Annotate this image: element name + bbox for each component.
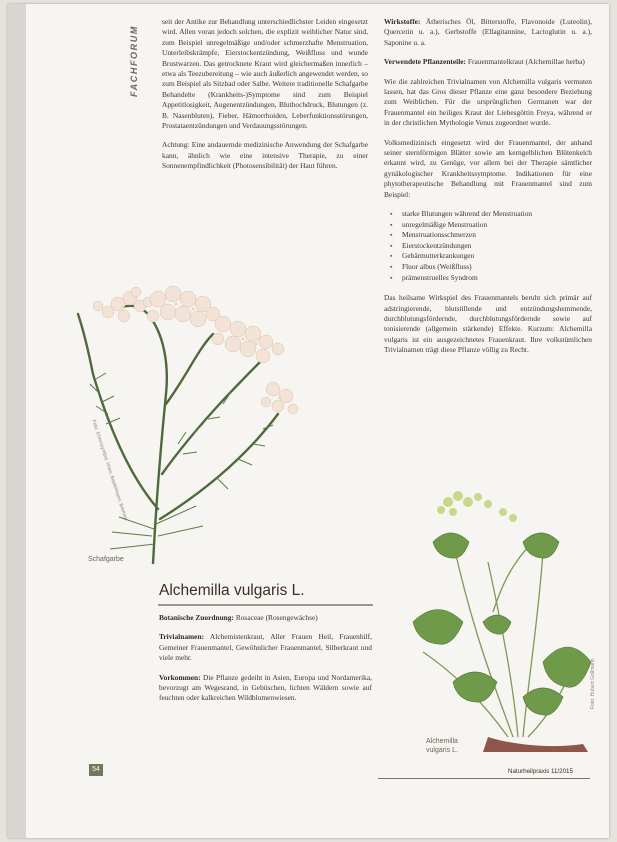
species-title-rule xyxy=(158,604,373,606)
photo-credit-right: Foto: Hubert Gollmann xyxy=(590,658,596,709)
section-tag xyxy=(128,18,154,108)
zuordnung-label: Botanische Zuordnung: xyxy=(159,613,234,622)
footer-publication: Naturheilpraxis 11/2015 xyxy=(508,768,573,775)
list-item: ▪ unregelmäßige Menstruation xyxy=(402,220,592,231)
footer-rule xyxy=(378,778,590,779)
list-item: ▪ prämenstruelles Syndrom xyxy=(402,273,592,284)
paragraph: seit der Antike zur Behandlung unterschiedlichster Leiden eingesetzt wird. Allen voran jedoch solchen, die explizit weiblicher Natur sind, zum Beispiel unregelmäßige und/oder schmerzhafte Menstruation, Unterleibskrämpfe, Eierstockentzündung, Weißfluss und wunde Brustwarzen. Das getrocknete Kraut wird gleichermaßen innerlich – etwa als Teezubereitung – wie auch äußerlich angewendet werden, so zum Beispiel als Sitzbad oder Salbe. Weitere traditionelle Schafgarbe Behandelte (Krankheits-)Symptome sind zum Beispiel Appetitlosigkeit, Augenentzündungen, Bluthochdruck, Blutungen (z. B. Nasenbluten), Fieber, Hämorrhoiden, Leberfunktionsstörungen, Prostataentzündungen und Verdauungsstörungen. xyxy=(162,17,368,131)
list-item: ▪ Eierstockentzündungen xyxy=(402,241,592,252)
vorkommen-text: Die Pflanze gedeiht in Asien, Europa und Nordamerika, bevorzugt am Wegesrand, in Gebüschen, lichten Wäldern sowie auf feuchten oder kalkreichen Wildblumenwiesen. xyxy=(159,672,372,703)
paragraph: Volksmedizinisch eingesetzt wird der Frauenmantel, der anhand seiner sternförmigen Blätter sowie am kerngelblichen Blütenkelch erkannt wird, zu Genüge, vor allem bei der Therapie sämtlicher gynäkologischer Krankheitssymptome. Indikationen für eine phytotherapeutische Behandlung mit Frauenmantel sind zum Beispiel: xyxy=(384,137,592,199)
ladys-mantle-caption xyxy=(426,737,458,755)
paragraph: Achtung: Eine andauernde medizinische Anwendung der Schafgarbe kann, ähnlich wie eine intensive Therapie, zu einer Sonnenempfindlichkeit (Photosensibilität) der Haut führen. xyxy=(162,140,368,171)
right-text-column xyxy=(384,17,592,365)
pflanzenteile-paragraph xyxy=(384,57,592,67)
trivialnamen-label: Trivialnamen: xyxy=(159,632,205,642)
indication-list xyxy=(384,209,592,283)
list-item: ▪ Fluor albus (Weißfluss) xyxy=(402,262,592,273)
trivialnamen-paragraph xyxy=(159,632,372,663)
caption-line: vulgaris L. xyxy=(426,747,458,754)
list-item: ▪ starke Blutungen während der Menstruation xyxy=(402,209,592,220)
paragraph: Wie die zahlreichen Trivialnamen von Alchemilla vulgaris vermuten lassen, hat das Gros dieser Pflanze eine ganz besondere Beziehung zum Weiblichen. Für die ursprünglichen Germanen war der Frauenmantel ein heiliges Kraut der Liebesgöttin Freya, während er in der christlichen Mythologie Venus zugeordnet wurde. xyxy=(384,76,592,128)
page-number: 54 xyxy=(89,764,103,776)
wirkstoffe-text: Ätherisches Öl, Bitterstoffe, Flavonoide (Luteolin), Quercetin u. a.), Gerbstoffe (Ellagitannine, Lactoglutin u. a.), Saponine u. a. xyxy=(384,17,592,47)
trivialnamen-text: Alchemistenkraut, Aller Frauen Heil, Frauenhilf, Gemeiner Frauenmantel, Gewöhnlicher Frauenmantel, Silberkraut und viele mehr. xyxy=(159,632,372,663)
zuordnung-text: Rosaceae (Rosengewächse) xyxy=(235,613,318,622)
magazine-page xyxy=(8,4,609,838)
species-title: Alchemilla vulgaris L. xyxy=(159,582,305,599)
photo-credit-left: Foto: Ehrensymbol, Wien, Bastelmann, Bremen xyxy=(90,419,129,522)
list-item: ▪ Gebärmutterkrankungen xyxy=(402,251,592,262)
vorkommen-paragraph xyxy=(159,673,372,704)
left-text-column xyxy=(162,17,368,181)
paragraph: Das heilsame Wirkspiel des Frauenmantels beruht sich primär auf adstringierende, blutstillende und entzündungshemmende, durchblutungsfördernde, durchblutungsfördernde sowie auf tonisierende (allgemein stärkende) Effekte. Kurzum: Alchemilla vulgaris ist ein ausgezeichnetes Frauenkraut. Ihre volkstümlichen Trivialnamen trägt diese Pflanze völlig zu Recht. xyxy=(384,293,592,355)
yarrow-illustration xyxy=(48,274,328,564)
left-page-edge xyxy=(8,4,26,838)
pflanzenteile-label: Verwendete Pflanzenteile: xyxy=(384,57,467,67)
yarrow-caption: Schafgarbe xyxy=(88,556,124,563)
pflanzenteile-text: Frauenmantelkraut (Alchemillae herba) xyxy=(467,57,585,67)
ladys-mantle-illustration xyxy=(393,482,598,757)
wirkstoffe-paragraph xyxy=(384,17,592,48)
section-tag-label: FACHFORUM xyxy=(128,25,139,97)
vorkommen-label: Vorkommen: xyxy=(159,672,201,682)
species-info-column xyxy=(159,613,372,713)
zuordnung-paragraph xyxy=(159,613,372,623)
caption-line: Alchemilla xyxy=(426,738,458,745)
wirkstoffe-label: Wirkstoffe: xyxy=(384,17,421,26)
list-item: ▪ Menstruationsschmerzen xyxy=(402,230,592,241)
